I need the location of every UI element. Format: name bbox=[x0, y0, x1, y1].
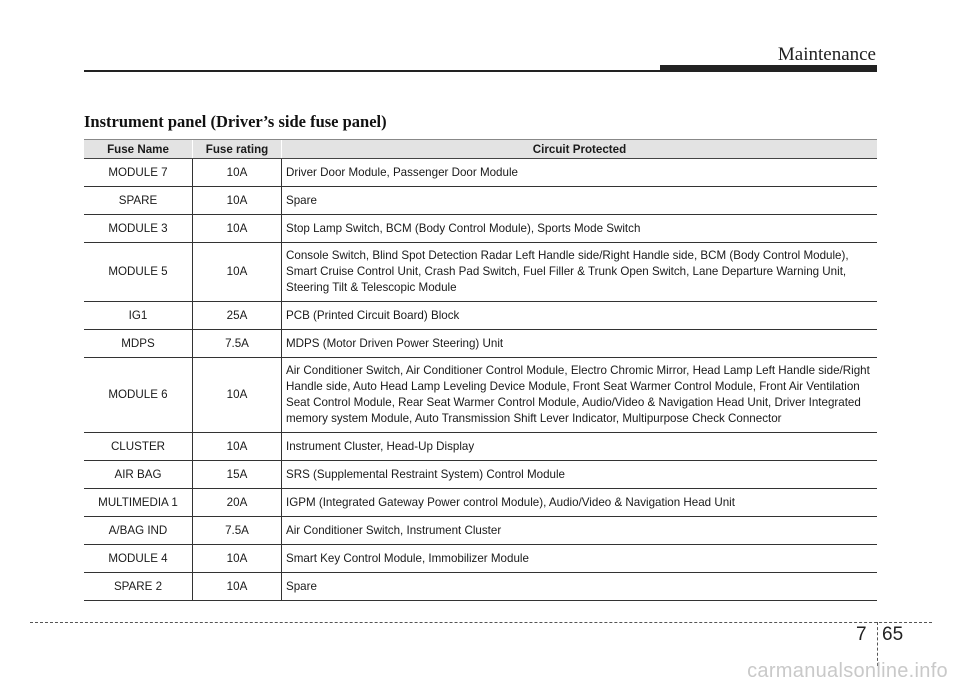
fuse-rating-cell: 7.5A bbox=[193, 330, 282, 358]
fuse-rating-cell: 10A bbox=[193, 358, 282, 433]
fuse-name-cell: MDPS bbox=[84, 330, 193, 358]
fuse-name-cell: MODULE 4 bbox=[84, 545, 193, 573]
table-row bbox=[84, 187, 877, 215]
circuit-protected-cell: Spare bbox=[282, 187, 878, 215]
fuse-name-cell: SPARE 2 bbox=[84, 573, 193, 601]
circuit-protected-cell: Driver Door Module, Passenger Door Module bbox=[282, 159, 878, 187]
fuse-name-cell: A/BAG IND bbox=[84, 517, 193, 545]
fuse-rating-cell: 10A bbox=[193, 159, 282, 187]
circuit-protected-cell: Instrument Cluster, Head-Up Display bbox=[282, 433, 878, 461]
table-row bbox=[84, 302, 877, 330]
fuse-table bbox=[84, 139, 877, 601]
table-row bbox=[84, 433, 877, 461]
table-row bbox=[84, 489, 877, 517]
footer-dashed-rule bbox=[30, 622, 932, 623]
table-row bbox=[84, 330, 877, 358]
table-row bbox=[84, 517, 877, 545]
fuse-name-cell: SPARE bbox=[84, 187, 193, 215]
page-number: 65 bbox=[882, 624, 904, 645]
circuit-protected-cell: Smart Key Control Module, Immobilizer Module bbox=[282, 545, 878, 573]
table-row bbox=[84, 243, 877, 302]
circuit-protected-cell: MDPS (Motor Driven Power Steering) Unit bbox=[282, 330, 878, 358]
circuit-protected-cell: IGPM (Integrated Gateway Power control Module), Audio/Video & Navigation Head Unit bbox=[282, 489, 878, 517]
watermark: carmanualsonline.info bbox=[747, 660, 948, 682]
fuse-rating-cell: 10A bbox=[193, 215, 282, 243]
fuse-rating-cell: 7.5A bbox=[193, 517, 282, 545]
circuit-protected-cell: Air Conditioner Switch, Air Conditioner Control Module, Electro Chromic Mirror, Head Lamp Left Handle side/Right Handle side, Auto Head Lamp Leveling Device Module, Front Seat Warmer Control Module, Front Air Ventilation Seat Control Module, Rear Seat Warmer Control Module, Audio/Video & Navigation Head Unit, Driver Integrated memory system Module, Auto Transmission Shift Lever Indicator, Multipurpose Check Connector bbox=[282, 358, 878, 433]
fuse-name-cell: IG1 bbox=[84, 302, 193, 330]
table-row bbox=[84, 159, 877, 187]
fuse-name-cell: MODULE 6 bbox=[84, 358, 193, 433]
fuse-rating-cell: 15A bbox=[193, 461, 282, 489]
header-rule bbox=[84, 70, 664, 72]
circuit-protected-cell: PCB (Printed Circuit Board) Block bbox=[282, 302, 878, 330]
circuit-protected-cell: Console Switch, Blind Spot Detection Radar Left Handle side/Right Handle side, BCM (Body Control Module), Smart Cruise Control Unit, Crash Pad Switch, Fuel Filler & Trunk Open Switch, Lane Departure Warning Unit, Steering Tilt & Telescopic Module bbox=[282, 243, 878, 302]
fuse-name-cell: MULTIMEDIA 1 bbox=[84, 489, 193, 517]
fuse-name-cell: MODULE 7 bbox=[84, 159, 193, 187]
header-title: Maintenance bbox=[777, 44, 876, 65]
fuse-name-cell: AIR BAG bbox=[84, 461, 193, 489]
circuit-protected-cell: Spare bbox=[282, 573, 878, 601]
fuse-rating-cell: 10A bbox=[193, 187, 282, 215]
circuit-protected-cell: Stop Lamp Switch, BCM (Body Control Module), Sports Mode Switch bbox=[282, 215, 878, 243]
fuse-rating-cell: 20A bbox=[193, 489, 282, 517]
fuse-name-cell: CLUSTER bbox=[84, 433, 193, 461]
fuse-rating-cell: 10A bbox=[193, 545, 282, 573]
column-header-fuse-rating: Fuse rating bbox=[193, 140, 282, 159]
table-row bbox=[84, 215, 877, 243]
table-row bbox=[84, 573, 877, 601]
fuse-name-cell: MODULE 3 bbox=[84, 215, 193, 243]
fuse-rating-cell: 10A bbox=[193, 433, 282, 461]
column-header-fuse-name: Fuse Name bbox=[84, 140, 193, 159]
column-header-circuit-protected: Circuit Protected bbox=[282, 140, 878, 159]
table-row bbox=[84, 461, 877, 489]
header-rule-bar bbox=[660, 65, 877, 72]
section-title: Instrument panel (Driver’s side fuse panel) bbox=[84, 112, 387, 131]
fuse-rating-cell: 10A bbox=[193, 243, 282, 302]
table-header-row bbox=[84, 140, 877, 159]
fuse-rating-cell: 25A bbox=[193, 302, 282, 330]
circuit-protected-cell: Air Conditioner Switch, Instrument Cluster bbox=[282, 517, 878, 545]
fuse-rating-cell: 10A bbox=[193, 573, 282, 601]
circuit-protected-cell: SRS (Supplemental Restraint System) Control Module bbox=[282, 461, 878, 489]
table-row bbox=[84, 545, 877, 573]
fuse-name-cell: MODULE 5 bbox=[84, 243, 193, 302]
chapter-number: 7 bbox=[856, 624, 867, 645]
table-row bbox=[84, 358, 877, 433]
